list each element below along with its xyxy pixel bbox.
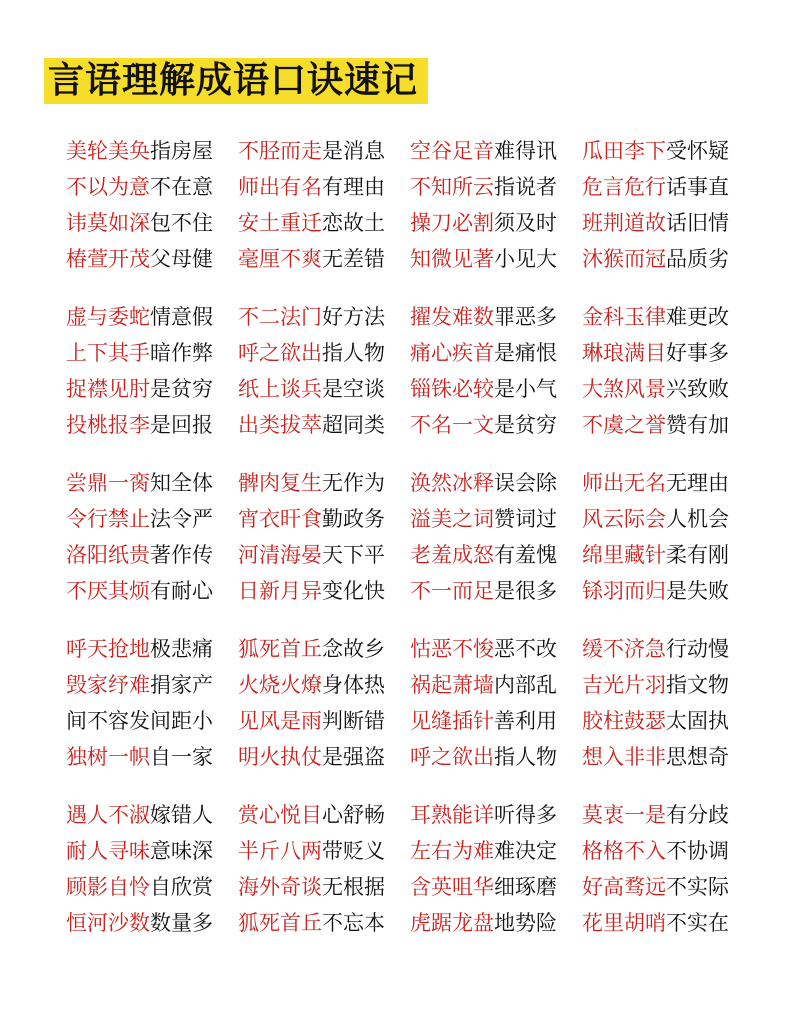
idiom-meaning: 难决定 (494, 839, 557, 863)
idiom-entry (238, 373, 410, 403)
idiom-entry (410, 135, 582, 165)
idiom-entry (582, 633, 754, 663)
idiom-text: 椿萱开茂 (66, 247, 150, 271)
idiom-meaning: 包不住 (150, 211, 213, 235)
idiom-meaning: 是回报 (150, 413, 213, 437)
idiom-entry (238, 669, 410, 699)
idiom-meaning: 是强盗 (322, 745, 385, 769)
idiom-text: 大煞风景 (582, 377, 666, 401)
idiom-row (66, 904, 786, 940)
idiom-entry (66, 705, 238, 735)
idiom-text: 危言危行 (582, 175, 666, 199)
idiom-text: 讳莫如深 (66, 211, 150, 235)
idiom-text: 出类拔萃 (238, 413, 322, 437)
idiom-text: 怙恶不悛 (410, 637, 494, 661)
idiom-meaning: 天下平 (322, 543, 385, 567)
idiom-text: 耳熟能详 (410, 803, 494, 827)
idiom-text: 毁家纾难 (66, 673, 150, 697)
idiom-row (66, 868, 786, 904)
idiom-text: 不知所云 (410, 175, 494, 199)
idiom-text: 纸上谈兵 (238, 377, 322, 401)
idiom-meaning: 念故乡 (322, 637, 385, 661)
idiom-meaning: 内部乱 (494, 673, 557, 697)
idiom-text: 老羞成怒 (410, 543, 494, 567)
idiom-meaning: 难得讯 (494, 139, 557, 163)
idiom-text: 虎踞龙盘 (410, 911, 494, 935)
idiom-entry (410, 503, 582, 533)
idiom-meaning: 兴致败 (666, 377, 729, 401)
idiom-entry (582, 207, 754, 237)
idiom-text: 不胫而走 (238, 139, 322, 163)
idiom-text: 空谷足音 (410, 139, 494, 163)
idiom-entry (238, 575, 410, 605)
idiom-meaning: 恶不改 (494, 637, 557, 661)
idiom-meaning: 不实在 (666, 911, 729, 935)
idiom-entry (238, 207, 410, 237)
idiom-text: 琳琅满目 (582, 341, 666, 365)
idiom-entry (66, 135, 238, 165)
idiom-entry (410, 907, 582, 937)
idiom-entry (410, 539, 582, 569)
idiom-row (66, 334, 786, 370)
idiom-entry (582, 741, 754, 771)
idiom-entry (66, 741, 238, 771)
idiom-entry (582, 871, 754, 901)
idiom-meaning: 思想奇 (666, 745, 729, 769)
idiom-entry (410, 243, 582, 273)
idiom-text: 耐人寻味 (66, 839, 150, 863)
idiom-text: 师出无名 (582, 471, 666, 495)
idiom-text: 狐死首丘 (238, 637, 322, 661)
idiom-row (66, 796, 786, 832)
idiom-entry (410, 835, 582, 865)
idiom-meaning: 超同类 (322, 413, 385, 437)
idiom-meaning: 法令严 (150, 507, 213, 531)
idiom-row (66, 702, 786, 738)
idiom-entry (238, 503, 410, 533)
idiom-text: 格格不入 (582, 839, 666, 863)
idiom-meaning: 指人物 (494, 745, 557, 769)
idiom-entry (238, 799, 410, 829)
idiom-text: 上下其手 (66, 341, 150, 365)
idiom-entry (238, 243, 410, 273)
idiom-text: 金科玉律 (582, 305, 666, 329)
idiom-text: 含英咀华 (410, 875, 494, 899)
idiom-entry (66, 373, 238, 403)
idiom-text: 吉光片羽 (582, 673, 666, 697)
idiom-text: 虚与委蛇 (66, 305, 150, 329)
idiom-entry (238, 835, 410, 865)
idiom-meaning: 间不容发间距小 (66, 709, 213, 733)
idiom-meaning: 有羞愧 (494, 543, 557, 567)
idiom-meaning: 不协调 (666, 839, 729, 863)
idiom-text: 呼天抢地 (66, 637, 150, 661)
idiom-row (66, 500, 786, 536)
idiom-text: 左右为难 (410, 839, 494, 863)
idiom-entry (66, 171, 238, 201)
idiom-text: 毫厘不爽 (238, 247, 322, 271)
idiom-meaning: 误会除 (494, 471, 557, 495)
idiom-entry (410, 799, 582, 829)
idiom-meaning: 是空谈 (322, 377, 385, 401)
idiom-text: 班荆道故 (582, 211, 666, 235)
idiom-text: 见风是雨 (238, 709, 322, 733)
idiom-text: 恒河沙数 (66, 911, 150, 935)
idiom-entry (66, 337, 238, 367)
idiom-meaning: 不在意 (150, 175, 213, 199)
idiom-entry (66, 243, 238, 273)
title-banner (44, 58, 428, 104)
idiom-row (66, 738, 786, 774)
idiom-entry (410, 669, 582, 699)
idiom-meaning: 话旧情 (666, 211, 729, 235)
idiom-text: 日新月异 (238, 579, 322, 603)
idiom-entry (238, 409, 410, 439)
idiom-entry (66, 575, 238, 605)
idiom-text: 明火执仗 (238, 745, 322, 769)
idiom-meaning: 地势险 (494, 911, 557, 935)
idiom-meaning: 小见大 (494, 247, 557, 271)
idiom-meaning: 赞词过 (494, 507, 557, 531)
idiom-text: 遇人不淑 (66, 803, 150, 827)
idiom-entry (238, 301, 410, 331)
idiom-text: 令行禁止 (66, 507, 150, 531)
idiom-meaning: 无差错 (322, 247, 385, 271)
idiom-meaning: 判断错 (322, 709, 385, 733)
idiom-meaning: 指人物 (322, 341, 385, 365)
idiom-row (66, 298, 786, 334)
idiom-text: 呼之欲出 (410, 745, 494, 769)
idiom-entry (66, 871, 238, 901)
idiom-meaning: 赞有加 (666, 413, 729, 437)
idiom-text: 河清海晏 (238, 543, 322, 567)
idiom-row (66, 204, 786, 240)
idiom-meaning: 自一家 (150, 745, 213, 769)
idiom-text: 瓜田李下 (582, 139, 666, 163)
idiom-text: 想入非非 (582, 745, 666, 769)
idiom-text: 不二法门 (238, 305, 322, 329)
idiom-entry (238, 135, 410, 165)
idiom-text: 沐猴而冠 (582, 247, 666, 271)
idiom-meaning: 知全体 (150, 471, 213, 495)
idiom-meaning: 指房屋 (150, 139, 213, 163)
idiom-entry (410, 705, 582, 735)
idiom-entry (410, 301, 582, 331)
idiom-entry (582, 705, 754, 735)
idiom-group (66, 796, 786, 940)
idiom-meaning: 嫁错人 (150, 803, 213, 827)
idiom-text: 祸起萧墙 (410, 673, 494, 697)
idiom-meaning: 自欣赏 (150, 875, 213, 899)
idiom-text: 投桃报李 (66, 413, 150, 437)
idiom-meaning: 无作为 (322, 471, 385, 495)
idiom-entry (582, 301, 754, 331)
idiom-meaning: 无根据 (322, 875, 385, 899)
idiom-text: 洛阳纸贵 (66, 543, 150, 567)
idiom-text: 擢发难数 (410, 305, 494, 329)
idiom-meaning: 难更改 (666, 305, 729, 329)
idiom-entry (238, 171, 410, 201)
idiom-meaning: 是失败 (666, 579, 729, 603)
idiom-entry (238, 907, 410, 937)
idiom-entry (582, 243, 754, 273)
idiom-meaning: 有理由 (322, 175, 385, 199)
idiom-entry (238, 741, 410, 771)
idiom-group (66, 630, 786, 774)
idiom-text: 独树一帜 (66, 745, 150, 769)
idiom-entry (66, 539, 238, 569)
idiom-meaning: 无理由 (666, 471, 729, 495)
idiom-meaning: 著作传 (150, 543, 213, 567)
idiom-meaning: 太固执 (666, 709, 729, 733)
idiom-text: 胶柱鼓瑟 (582, 709, 666, 733)
idiom-entry (582, 171, 754, 201)
idiom-meaning: 听得多 (494, 803, 557, 827)
idiom-entry (582, 907, 754, 937)
idiom-entry (410, 633, 582, 663)
idiom-text: 半斤八两 (238, 839, 322, 863)
idiom-entry (238, 467, 410, 497)
idiom-entry (410, 741, 582, 771)
idiom-entry (582, 373, 754, 403)
idiom-text: 美轮美奂 (66, 139, 150, 163)
idiom-meaning: 善利用 (494, 709, 557, 733)
idiom-meaning: 极悲痛 (150, 637, 213, 661)
idiom-text: 花里胡哨 (582, 911, 666, 935)
idiom-entry (582, 409, 754, 439)
idiom-entry (582, 539, 754, 569)
idiom-entry (410, 409, 582, 439)
idiom-entry (66, 799, 238, 829)
idiom-meaning: 有分歧 (666, 803, 729, 827)
idiom-meaning: 父母健 (150, 247, 213, 271)
idiom-text: 好高骛远 (582, 875, 666, 899)
idiom-entry (66, 633, 238, 663)
idiom-entry (66, 467, 238, 497)
idiom-row (66, 240, 786, 276)
idiom-group (66, 464, 786, 608)
idiom-entry (582, 135, 754, 165)
idiom-entry (410, 467, 582, 497)
idiom-meaning: 话事直 (666, 175, 729, 199)
idiom-entry (582, 669, 754, 699)
idiom-text: 知微见著 (410, 247, 494, 271)
idiom-row (66, 406, 786, 442)
idiom-meaning: 意味深 (150, 839, 213, 863)
idiom-grid (66, 132, 786, 962)
idiom-entry (410, 207, 582, 237)
idiom-text: 呼之欲出 (238, 341, 322, 365)
idiom-text: 莫衷一是 (582, 803, 666, 827)
idiom-meaning: 情意假 (150, 305, 213, 329)
idiom-row (66, 132, 786, 168)
idiom-meaning: 须及时 (494, 211, 557, 235)
idiom-entry (66, 409, 238, 439)
idiom-meaning: 暗作弊 (150, 341, 213, 365)
idiom-meaning: 是贫穷 (150, 377, 213, 401)
idiom-meaning: 指说者 (494, 175, 557, 199)
idiom-text: 操刀必割 (410, 211, 494, 235)
idiom-meaning: 好方法 (322, 305, 385, 329)
idiom-text: 锱铢必较 (410, 377, 494, 401)
idiom-meaning: 品质劣 (666, 247, 729, 271)
idiom-entry (582, 835, 754, 865)
idiom-row (66, 168, 786, 204)
idiom-text: 宵衣旰食 (238, 507, 322, 531)
idiom-entry (582, 337, 754, 367)
idiom-meaning: 受怀疑 (666, 139, 729, 163)
idiom-meaning: 不实际 (666, 875, 729, 899)
idiom-entry (238, 337, 410, 367)
idiom-meaning: 捐家产 (150, 673, 213, 697)
idiom-meaning: 勤政务 (322, 507, 385, 531)
idiom-text: 风云际会 (582, 507, 666, 531)
idiom-row (66, 536, 786, 572)
idiom-meaning: 罪恶多 (494, 305, 557, 329)
page-title: 言语理解成语口诀速记 (44, 58, 428, 104)
idiom-entry (410, 373, 582, 403)
idiom-text: 溢美之词 (410, 507, 494, 531)
idiom-meaning: 是痛恨 (494, 341, 557, 365)
idiom-text: 顾影自怜 (66, 875, 150, 899)
idiom-row (66, 666, 786, 702)
idiom-text: 火烧火燎 (238, 673, 322, 697)
idiom-text: 海外奇谈 (238, 875, 322, 899)
idiom-text: 缓不济急 (582, 637, 666, 661)
idiom-entry (238, 539, 410, 569)
idiom-meaning: 是消息 (322, 139, 385, 163)
idiom-text: 不厌其烦 (66, 579, 150, 603)
idiom-entry (238, 871, 410, 901)
idiom-text: 不名一文 (410, 413, 494, 437)
idiom-text: 痛心疾首 (410, 341, 494, 365)
idiom-entry (410, 575, 582, 605)
idiom-meaning: 是贫穷 (494, 413, 557, 437)
idiom-group (66, 298, 786, 442)
idiom-meaning: 身体热 (322, 673, 385, 697)
idiom-meaning: 细琢磨 (494, 875, 557, 899)
idiom-text: 狐死首丘 (238, 911, 322, 935)
idiom-row (66, 370, 786, 406)
idiom-entry (410, 337, 582, 367)
idiom-text: 不虞之誉 (582, 413, 666, 437)
idiom-meaning: 数量多 (150, 911, 213, 935)
idiom-entry (410, 871, 582, 901)
idiom-entry (66, 835, 238, 865)
idiom-text: 捉襟见肘 (66, 377, 150, 401)
idiom-entry (410, 171, 582, 201)
idiom-group (66, 132, 786, 276)
idiom-row (66, 832, 786, 868)
idiom-entry (582, 503, 754, 533)
idiom-meaning: 带贬义 (322, 839, 385, 863)
idiom-text: 尝鼎一脔 (66, 471, 150, 495)
idiom-row (66, 630, 786, 666)
idiom-text: 不一而足 (410, 579, 494, 603)
idiom-text: 涣然冰释 (410, 471, 494, 495)
idiom-meaning: 有耐心 (150, 579, 213, 603)
idiom-meaning: 好事多 (666, 341, 729, 365)
idiom-row (66, 464, 786, 500)
idiom-entry (66, 503, 238, 533)
idiom-entry (238, 633, 410, 663)
idiom-entry (66, 207, 238, 237)
idiom-entry (582, 799, 754, 829)
idiom-text: 绵里藏针 (582, 543, 666, 567)
idiom-meaning: 恋故土 (322, 211, 385, 235)
idiom-meaning: 变化快 (322, 579, 385, 603)
idiom-row (66, 572, 786, 608)
idiom-entry (238, 705, 410, 735)
idiom-meaning: 指文物 (666, 673, 729, 697)
idiom-meaning: 是很多 (494, 579, 557, 603)
idiom-meaning: 行动慢 (666, 637, 729, 661)
idiom-text: 见缝插针 (410, 709, 494, 733)
idiom-text: 安土重迁 (238, 211, 322, 235)
idiom-text: 髀肉复生 (238, 471, 322, 495)
idiom-meaning: 心舒畅 (322, 803, 385, 827)
idiom-meaning: 是小气 (494, 377, 557, 401)
idiom-text: 不以为意 (66, 175, 150, 199)
idiom-meaning: 不忘本 (322, 911, 385, 935)
idiom-meaning: 人机会 (666, 507, 729, 531)
idiom-entry (582, 575, 754, 605)
idiom-text: 赏心悦目 (238, 803, 322, 827)
idiom-entry (582, 467, 754, 497)
idiom-entry (66, 907, 238, 937)
idiom-entry (66, 669, 238, 699)
idiom-entry (66, 301, 238, 331)
idiom-text: 铩羽而归 (582, 579, 666, 603)
idiom-meaning: 柔有刚 (666, 543, 729, 567)
idiom-text: 师出有名 (238, 175, 322, 199)
